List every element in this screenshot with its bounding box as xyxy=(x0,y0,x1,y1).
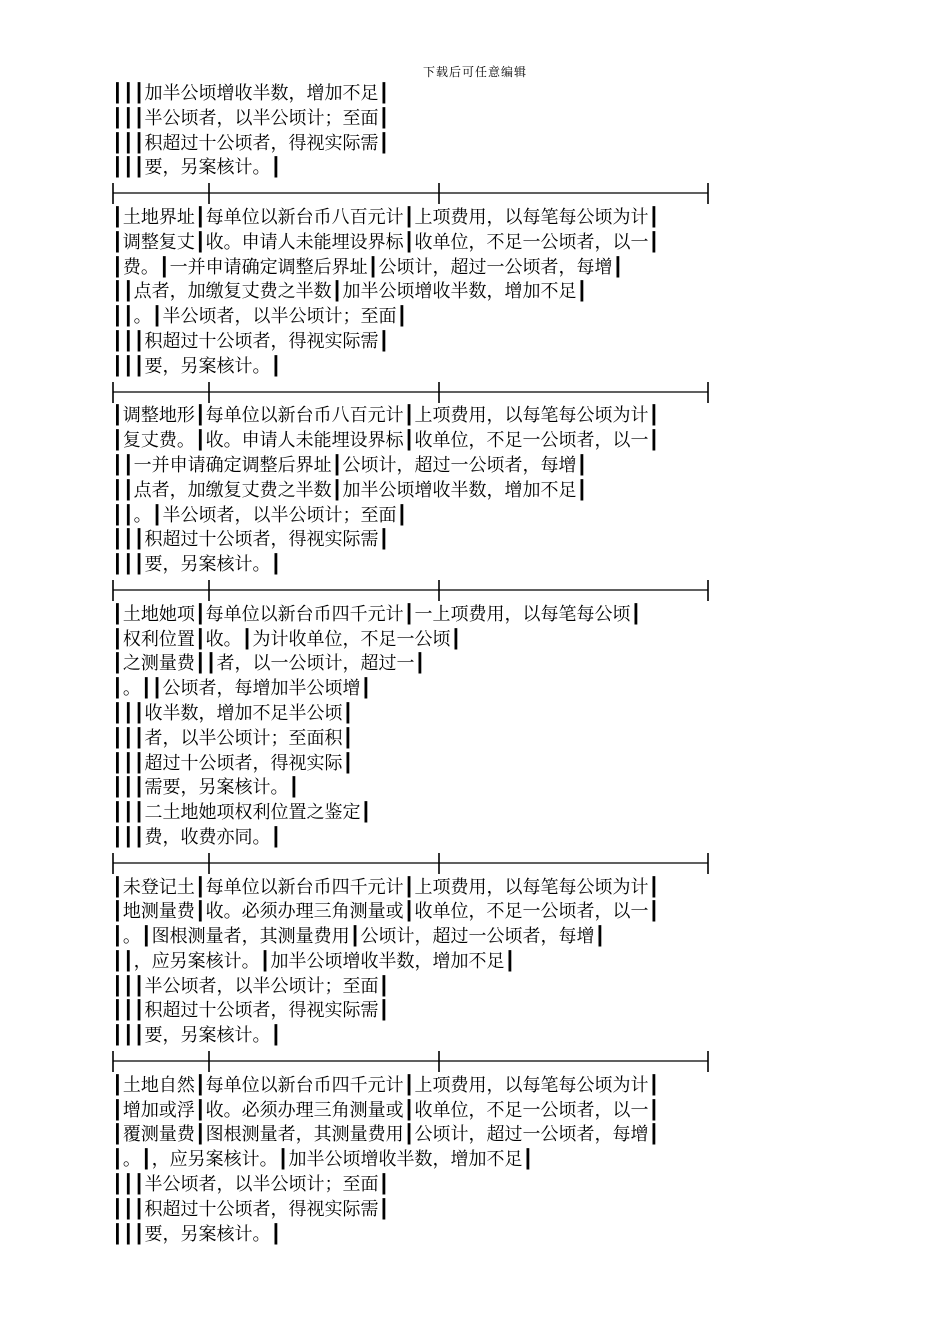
table-line: ┃┃┃要，另案核计。┃ xyxy=(112,554,282,576)
table-line: ┃┃┃要，另案核计。┃ xyxy=(112,157,282,179)
table-line: ┃┃┃费，收费亦同。┃ xyxy=(112,826,282,848)
table-line: ┃┃。┃半公顷者，以半公顷计；至面┃ xyxy=(112,306,408,328)
table-line: ┃┃┃积超过十公顷者，得视实际需┃ xyxy=(112,330,390,352)
table-line: ┃土地自然┃每单位以新台币四千元计┃上项费用，以每笔每公顷为计┃ xyxy=(112,1074,660,1096)
table-line: ┃权利位置┃收。┃为计收单位，不足一公顷┃ xyxy=(112,628,462,650)
table-line: ┃调整复丈┃收。申请人未能埋设界标┃收单位，不足一公顷者，以一┃ xyxy=(112,231,660,253)
page-header: 下载后可任意编辑 xyxy=(422,65,527,79)
table-line: ┃复丈费。┃收。申请人未能埋设界标┃收单位，不足一公顷者，以一┃ xyxy=(112,430,660,452)
row-separator xyxy=(112,380,722,405)
row-separator xyxy=(112,181,722,206)
row-separator xyxy=(112,851,722,876)
table-line: ┃┃，应另案核计。┃加半公顷增收半数，增加不足┃ xyxy=(112,950,516,972)
table-line: ┃┃┃积超过十公顷者，得视实际需┃ xyxy=(112,529,390,551)
table-line: ┃┃┃要，另案核计。┃ xyxy=(112,1223,282,1245)
table-line: ┃。┃，应另案核计。┃加半公顷增收半数，增加不足┃ xyxy=(112,1149,534,1171)
table-line: ┃。┃图根测量者，其测量费用┃公顷计，超过一公顷者，每增┃ xyxy=(112,926,606,948)
table-line: ┃。┃┃公顷者，每增加半公顷增┃ xyxy=(112,678,372,700)
table-line: ┃┃。┃半公顷者，以半公顷计；至面┃ xyxy=(112,504,408,526)
table-line: ┃费。┃一并申请确定调整后界址┃公顷计，超过一公顷者，每增┃ xyxy=(112,256,624,278)
row-separator xyxy=(112,578,722,603)
table-line: ┃┃一并申请确定调整后界址┃公顷计，超过一公顷者，每增┃ xyxy=(112,454,588,476)
table-line: ┃┃┃半公顷者，以半公顷计；至面┃ xyxy=(112,975,390,997)
table-line: ┃地测量费┃收。必须办理三角测量或┃收单位，不足一公顷者，以一┃ xyxy=(112,901,660,923)
table-line: ┃┃┃需要，另案核计。┃ xyxy=(112,777,300,799)
table-line: ┃覆测量费┃图根测量者，其测量费用┃公顷计，超过一公顷者，每增┃ xyxy=(112,1124,660,1146)
fee-table-text xyxy=(112,82,722,1247)
table-line: ┃┃点者，加缴复丈费之半数┃加半公顷增收半数，增加不足┃ xyxy=(112,281,588,303)
table-line: ┃┃┃积超过十公顷者，得视实际需┃ xyxy=(112,1000,390,1022)
table-line: ┃┃┃超过十公顷者，得视实际┃ xyxy=(112,752,354,774)
table-line: ┃未登记土┃每单位以新台币四千元计┃上项费用，以每笔每公顷为计┃ xyxy=(112,876,660,898)
table-line: ┃┃┃收半数，增加不足半公顷┃ xyxy=(112,702,354,724)
table-line: ┃┃┃要，另案核计。┃ xyxy=(112,1025,282,1047)
table-line: ┃┃┃半公顷者，以半公顷计；至面┃ xyxy=(112,107,390,129)
table-line: ┃┃┃者，以半公顷计；至面积┃ xyxy=(112,727,354,749)
table-line: ┃┃┃积超过十公顷者，得视实际需┃ xyxy=(112,132,390,154)
row-separator xyxy=(112,1049,722,1074)
table-line: ┃┃┃积超过十公顷者，得视实际需┃ xyxy=(112,1198,390,1220)
table-line: ┃土地界址┃每单位以新台币八百元计┃上项费用，以每笔每公顷为计┃ xyxy=(112,206,660,228)
table-line: ┃┃┃要，另案核计。┃ xyxy=(112,355,282,377)
table-line: ┃土地她项┃每单位以新台币四千元计┃一上项费用，以每笔每公顷┃ xyxy=(112,603,642,625)
table-line: ┃增加或浮┃收。必须办理三角测量或┃收单位，不足一公顷者，以一┃ xyxy=(112,1099,660,1121)
table-line: ┃调整地形┃每单位以新台币八百元计┃上项费用，以每笔每公顷为计┃ xyxy=(112,405,660,427)
table-line: ┃┃┃半公顷者，以半公顷计；至面┃ xyxy=(112,1174,390,1196)
table-line: ┃┃┃加半公顷增收半数，增加不足┃ xyxy=(112,83,390,104)
table-line: ┃之测量费┃┃者，以一公顷计，超过一┃ xyxy=(112,653,426,675)
table-line: ┃┃┃二土地她项权利位置之鉴定┃ xyxy=(112,802,372,824)
table-line: ┃┃点者，加缴复丈费之半数┃加半公顷增收半数，增加不足┃ xyxy=(112,479,588,501)
